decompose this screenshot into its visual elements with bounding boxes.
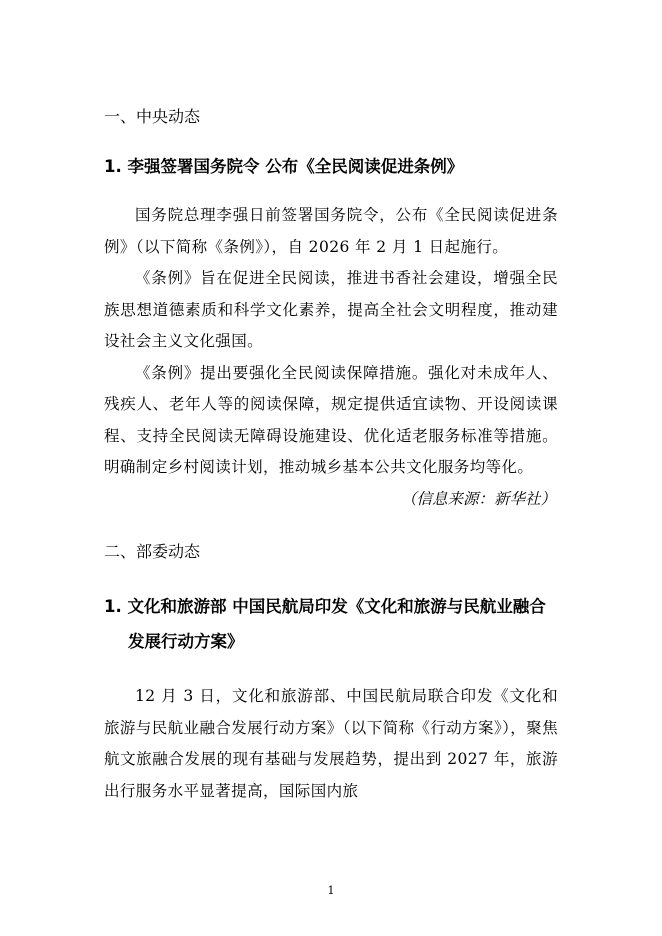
paragraph: 国务院总理李强日前签署国务院令，公布《全民阅读促进条例》（以下简称《条例》），自 2026 年 2 月 1 日起施行。: [104, 206, 558, 256]
article-heading-reading-regulation: [104, 156, 558, 178]
section-title-ministries: 二、部委动态: [104, 542, 201, 561]
section-title-central: 一、中央动态: [104, 107, 201, 126]
paragraph: 《条例》提出要强化全民阅读保障措施。强化对未成年人、残疾人、老年人等的阅读保障，规定提供适宜读物、开设阅读课程、支持全民阅读无障碍设施建设、优化适老服务标准等措施。明确制定乡村阅读计划，推动城乡基本公共文化服务均等化。: [104, 363, 558, 476]
heading-title: 李强签署国务院令 公布《全民阅读促进条例》: [127, 157, 464, 176]
article-heading-aviation-tourism: [104, 589, 558, 659]
heading-title: 文化和旅游部 中国民航局印发《文化和旅游与民航业融合发展行动方案》: [127, 597, 546, 651]
paragraph: 12 月 3 日，文化和旅游部、中国民航局联合印发《文化和旅游与民航业融合发展行动方案》（以下简称《行动方案》），聚焦航文旅融合发展的现有基础与发展趋势，提出到 2027 年，旅游出行服务水平显著提高，国际国内旅: [104, 687, 558, 800]
page-number: 1: [327, 884, 335, 897]
paragraph: 《条例》旨在促进全民阅读，推进书香社会建设，增强全民族思想道德素质和科学文化素养，提高全社会文明程度，推动建设社会主义文化强国。: [104, 269, 558, 350]
heading-number: 1.: [104, 157, 122, 176]
info-source: （信息来源：新华社）: [400, 489, 556, 508]
heading-number: 1.: [104, 597, 122, 616]
